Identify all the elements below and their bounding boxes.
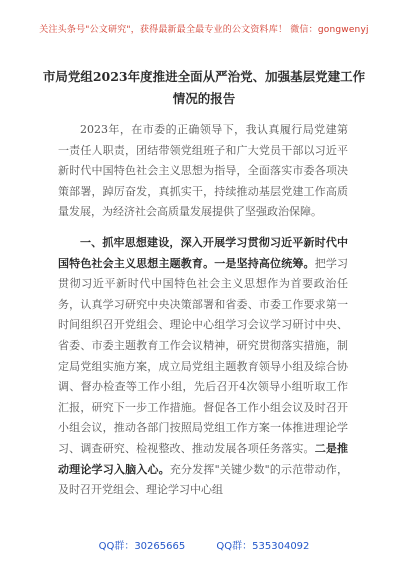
section-1-subheading-2: 二是推动理论学习入脑入心。 xyxy=(58,441,349,476)
intro-paragraph: 2023年，在市委的正确领导下，我认真履行局党建第一责任人职责，团结带领党组班子和广大党员干部以习近平新时代中国特色社会主义思想为指导，全面落实市委各项决策部署，踔厉奋发，真抓实干，持续推动基层党建工作高质量发展，为经济社会高质量发展提供了坚强政治保障。 xyxy=(58,123,348,219)
section-1-subheading-1: 一是坚持高位统筹。 xyxy=(214,256,315,270)
footer-qq-group-2: QQ群：535304092 xyxy=(216,541,310,552)
document-title-line-2: 情况的报告 xyxy=(172,91,236,106)
top-banner: 关注头条号"公文研究"，获得最新最全最专业的公文资料库！ 微信：gongwenyj xyxy=(39,25,369,35)
section-1-subtext-2: 充分发挥"关键少数"的示范带动作，及时召开党组会、理论学习中心组 xyxy=(58,462,348,497)
document-title-line-1: 市局党组2023年度推进全面从严治党、加强基层党建工作 xyxy=(42,69,366,84)
document-body xyxy=(58,120,348,507)
section-1-subtext-1: 把学习贯彻习近平新时代中国特色社会主义思想作为首要政治任务，认真学习研究中央决策部署和省委、市委工作要求第一时间组织召开党组会、理论中心组学习会议学习研讨中央、省委、市委主题教育工作会议精神，研究贯彻落实措施，制定局党组实施方案，成立局党组主题教育领导小组及综合协调、督办检查等工作小组，先后召开4次领导小组听取工作汇报，研究下一步工作措施。督促各工作小组会议及时召开小组会议，推动各部门按照局党组工作方案一体推进理论学习、调查研究、检视整改、推动发展各项任务落实。 xyxy=(58,256,349,455)
section-1-heading: 一、抓牢思想建设，深入开展学习贯彻习近平新时代中国特色社会主义思想主题教育。 xyxy=(58,235,348,270)
footer-qq-group-1: QQ群：30265665 xyxy=(98,541,186,552)
footer xyxy=(0,537,408,552)
document-title xyxy=(40,66,368,110)
section-1-paragraph xyxy=(58,233,348,501)
